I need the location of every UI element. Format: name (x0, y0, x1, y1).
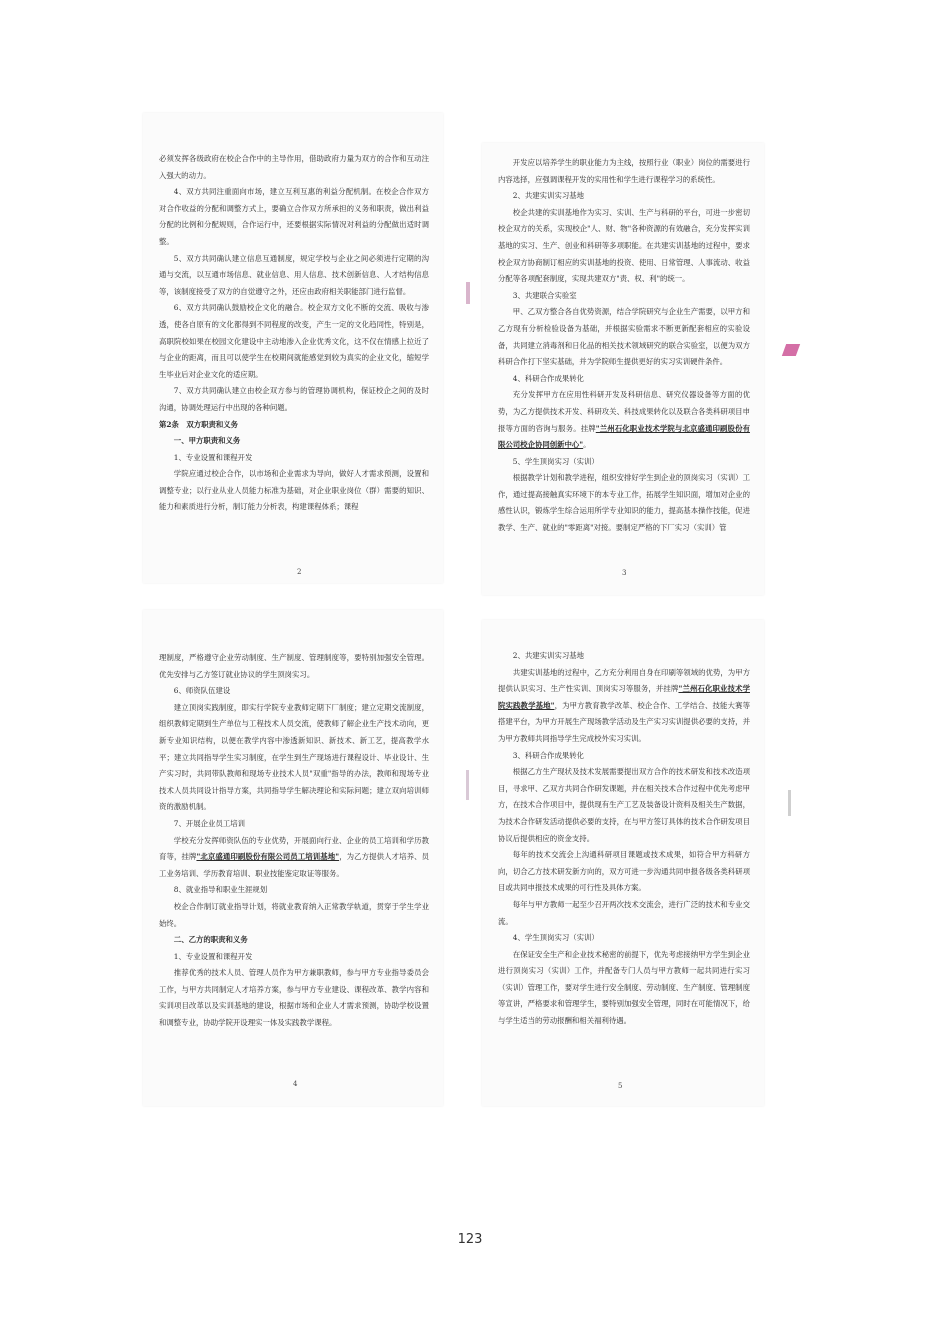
paragraph-text: 学校充分发挥师资队伍的专业优势，开展面向行业、企业的员工培训和学历教育等，挂牌 (159, 835, 429, 862)
paragraph: 学院应通过校企合作，以市场和企业需求为导向，做好人才需求预测，设置和调整专业；以行业从业人员能力标准为基础，对企业职业岗位（群）需要的知识、能力和素质进行分析，制订能力分析表，构建课程体系；课程 (159, 469, 429, 512)
page-4-number: 4 (293, 1080, 298, 1088)
paragraph: 2、共建实训实习基地 (512, 191, 585, 201)
paragraph (498, 387, 750, 453)
paragraph: 建立顶岗实践制度，即实行学院专业教师定期下厂制度；建立定期交流制度，组织教师定期到生产单位与工程技术人员交流，使教师了解企业生产技术动向，更新专业知识结构，以便在教学内容中渗透新知识、新技术、新工艺，提高教学水平；建立共同指导学生实习制度，在学生到生产现场进行课程设计、毕业设计、生产实习时，共同带队教师和现场专业技术人员"双重"指导的办法，教师和现场专业技术人员共同设计指导方案，共同指导学生解决理论和实际问题；建立双向培训师资的激励机制。 (159, 702, 429, 812)
paragraph: 3、共建联合实验室 (512, 290, 577, 300)
paragraph: 甲、乙双方整合各自优势资源，结合学院研究与企业生产需要，以甲方和乙方现有分析检验设备为基础，并根据实验需求不断更新配套相应的实验设备，共同建立消毒剂和日化品的相关技术领域研究的联合实验室，以便为双方科研合作打下坚实基础，并为学院师生提供更好的实习实训硬件条件。 (498, 307, 750, 367)
underlined-name: "兰州石化职业技术学院实践教学基地" (498, 684, 750, 710)
underlined-name: "北京盛通印刷股份有限公司员工培训基地" (196, 852, 340, 862)
scanned-page-4 (143, 610, 443, 1106)
paragraph: 4、双方共同注重面向市场，建立互利互惠的利益分配机制。在校企合作双方对合作收益的分配和调整方式上，要确立合作双方所承担的义务和职责，做出利益分配的比例和分配规则，合作运行中，还要根据实际情况对利益的分配做出适时调整。 (159, 187, 429, 246)
scanned-page-2 (143, 113, 443, 583)
paragraph-text: ，为甲方教育教学改革、校企合作、工学结合、技能大赛等搭建平台，为甲方开展生产现场教学活动及生产实习实训提供必要的支持，并为甲方教师共同指导学生完成校外实习实训。 (498, 700, 750, 743)
paragraph: 必须发挥各级政府在校企合作中的主导作用，借助政府力量为双方的合作和互动注入强大的动力。 (159, 154, 429, 180)
page-3-body (498, 155, 750, 537)
page-2-number: 2 (297, 568, 302, 576)
paragraph-text: ，为乙方提供人才培养、员工业务培训、学历教育培训、职业技能鉴定取证等服务。 (159, 852, 429, 878)
paragraph: 6、师资队伍建设 (173, 686, 231, 696)
paragraph: 每年与甲方教师一起至少召开两次技术交流会，进行广泛的技术和专业交流。 (498, 899, 750, 926)
paragraph: 7、双方共同确认建立由校企双方参与的管理协调机构，保证校企之间的及时沟通，协调处理运行中出现的各种问题。 (159, 386, 429, 412)
paragraph: 校企共建的实训基地作为实习、实训、生产与科研的平台，可进一步密切校企双方的关系，实现校企"人、财、物"各种资源的有效融合，充分发挥实训基地的实习、生产、创业和科研等多项职能。在共建实训基地的过程中，要求校企双方协商制订相应的实训基地的投资、使用、日常管理、人事流动、收益分配等各项配套制度，实现共建双方"责、权、利"的统一。 (498, 207, 750, 284)
page-5-body (498, 648, 750, 1030)
paragraph: 推荐优秀的技术人员、管理人员作为甲方兼职教师，参与甲方专业指导委员会工作，与甲方共同制定人才培养方案，参与甲方专业建设、课程改革、教学内容和实训项目改革以及实训基地的建设，根据市场和企业人才需求预测，协助学校设置和调整专业，协助学院开设理实一体及实践教学课程。 (159, 968, 429, 1028)
paragraph: 在保证安全生产和企业技术秘密的前提下，优先考虑接纳甲方学生到企业进行顶岗实习（实训）工作，并配备专门人员与甲方教师一起共同进行实习（实训）管理工作，要对学生进行安全制度、劳动制度、生产制度、管理制度等宣讲，严格要求和管理学生，要特别加强安全管理，同时在可能情况下，给与学生适当的劳动报酬和相关福利待遇。 (498, 949, 750, 1026)
paragraph: 5、双方共同确认建立信息互通制度，规定学校与企业之间必须进行定期的沟通与交流，以互通市场信息、就业信息、用人信息、技术创新信息、人才结构信息等，该制度接受了双方的自觉遵守之外，还应由政府相关职能部门进行监督。 (159, 253, 429, 296)
paragraph: 每年的技术交流会上沟通科研项目课题或技术成果，如符合甲方科研方向，切合乙方技术研发新方向的，双方可进一步沟通共同申报各级各类科研项目或共同申报技术成果的可行性及具体方案。 (498, 850, 750, 893)
paragraph (159, 833, 429, 883)
scanned-page-3 (482, 143, 764, 595)
paragraph: 理制度，严格遵守企业劳动制度、生产制度、管理制度等，要特别加强安全管理。优先安排与乙方签订就业协议的学生顶岗实习。 (159, 653, 429, 679)
page-5-number: 5 (618, 1082, 623, 1090)
paragraph: 根据教学计划和教学进程，组织安排好学生到企业的顶岗实习（实训）工作，通过提高接触真实环境下的本专业工作，拓展学生知识面，增加对企业的感性认识，锻炼学生综合运用所学专业知识的能力，提高基本操作技能，促进教学、生产、就业的"零距离"对接。要制定严格的下厂实习（实训）管 (498, 473, 750, 533)
underlined-name: "兰州石化职业技术学院与北京盛通印刷股份有限公司校企协同创新中心" (498, 423, 750, 450)
paragraph: 1、专业设置和课程开发 (173, 951, 253, 961)
paragraph: 开发应以培养学生的职业能力为主线，按照行业（职业）岗位的需要进行内容选择，应强调课程开发的实用性和学生进行课程学习的系统性。 (498, 158, 750, 184)
paragraph: 5、学生顶岗实习（实训） (512, 456, 599, 466)
paragraph-text: 充分发挥甲方在应用性科研开发及科研信息、研究仪器设备等方面的优势，为乙方提供技术开发、科研攻关、科技成果转化以及联合各类科研项目申报等方面的咨询与服务。挂牌 (498, 390, 750, 433)
paragraph: 1、专业设置和课程开发 (173, 452, 253, 462)
paragraph: 6、双方共同确认鼓励校企文化的融合。校企双方文化不断的交流、吸收与渗透，使各自原有的文化都得到不同程度的改变，产生一定的文化趋同性，特别是，高职院校如果在校园文化建设中主动地渗入企业优秀文化，这不仅在情感上拉近了与企业的距离，而且可以使学生在校期间就能感觉到较为真实的企业文化，缩短学生毕业后对企业文化的适应期。 (159, 303, 429, 379)
paragraph (498, 665, 750, 748)
scanned-page-5 (482, 620, 764, 1106)
paragraph: 校企合作制订就业指导计划，将就业教育纳入正常教学轨道，贯穿于学生学业始终。 (159, 901, 429, 928)
document-page-number: 123 (457, 1232, 483, 1247)
paragraph: 8、就业指导和职业生涯规划 (173, 885, 268, 895)
paragraph: 4、科研合作成果转化 (512, 373, 585, 383)
page-4-body (159, 650, 429, 1032)
paragraph: 根据乙方生产现状及技术发展需要提出双方合作的技术研发和技术改造项目，寻求甲、乙双方共同合作研发课题，并在相关技术合作过程中优先考虑甲方，在技术合作项目中，提供现有生产工艺及装备设计资料及相关生产数据，为技术合作研发活动提供必要的支持，在与甲方签订具体的技术合作研发项目协议后提供相应的资金支持。 (498, 767, 750, 843)
paragraph: 2、共建实训实习基地 (512, 651, 585, 660)
page-3-number: 3 (622, 569, 627, 577)
paragraph-text: 共建实训基地的过程中，乙方充分利用自身在印刷等领域的优势，为甲方提供认识实习、生产性实训、顶岗实习等服务，并挂牌 (498, 667, 750, 694)
scan-edge-mark (466, 770, 469, 800)
section-heading: 二、乙方的职责和义务 (173, 935, 248, 945)
scan-edge-mark (788, 790, 791, 816)
paragraph: 4、学生顶岗实习（实训） (512, 933, 599, 943)
scan-pink-mark (782, 344, 800, 356)
paragraph: 7、开展企业员工培训 (173, 818, 246, 828)
paragraph: 3、科研合作成果转化 (512, 750, 585, 760)
page-2-body (159, 151, 429, 516)
section-heading: 一、甲方职责和义务 (173, 436, 241, 446)
scan-edge-mark (466, 282, 470, 304)
section-heading: 第2条 双方职责和义务 (159, 419, 239, 429)
paragraph-text: 。 (583, 440, 591, 450)
